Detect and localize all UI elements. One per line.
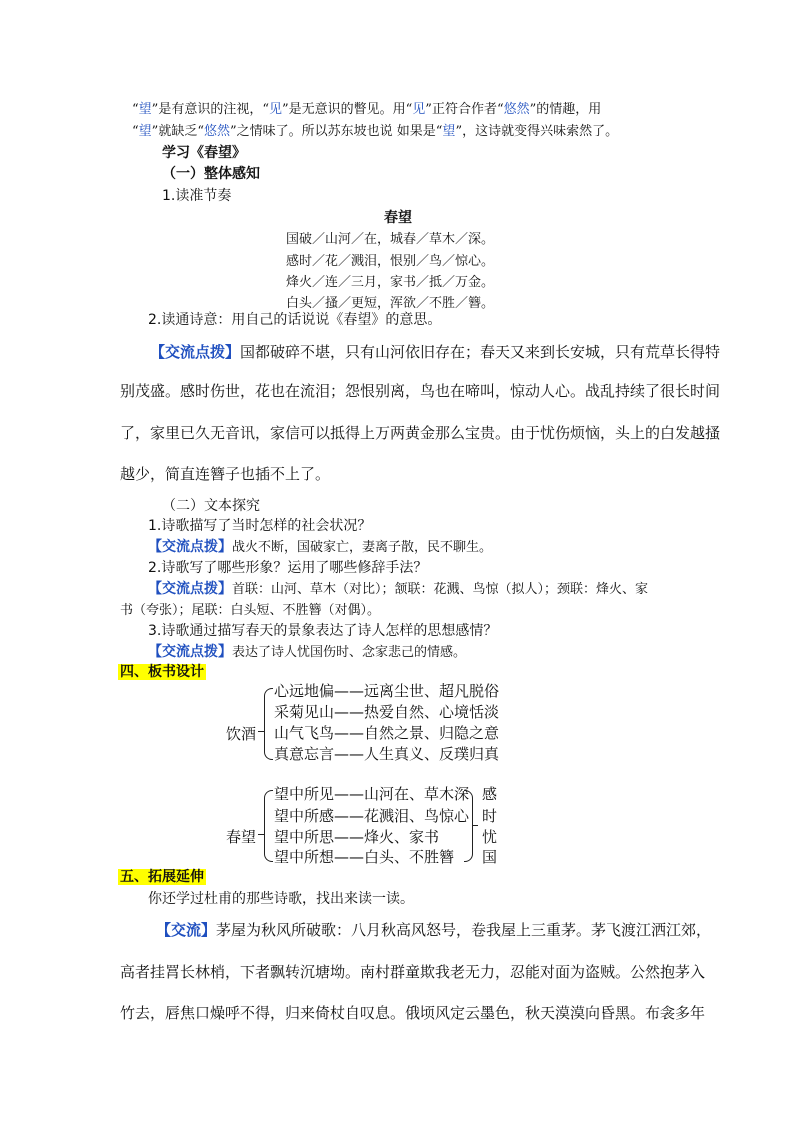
board-2-right-brace-nub (472, 825, 478, 826)
answer-2-line-2: 书（夸张）；尾联：白头短、不胜簪（对偶）。 (120, 603, 381, 618)
section-1-title: （一）整体感知 (162, 166, 260, 182)
section-2-title: （二）文本探究 (162, 498, 260, 514)
exchange-tag: 【交流点拨】 (150, 343, 241, 361)
intro-line-2: “望”就缺乏“悠然”之情味了。所以苏东坡也说 如果是“望”，这诗就变得兴味索然了。 (132, 124, 619, 139)
board-2-row: 望中所见——山河在、草木深 (274, 785, 470, 803)
board-2-right-char: 国 (482, 848, 498, 866)
board-2-row: 望中所想——白头、不胜簪 (274, 848, 455, 866)
poem-line: 感时／花／溅泪，恨别／鸟／惊心。 (286, 254, 495, 269)
board-2-right-char: 时 (482, 807, 498, 825)
answer-1: 【交流点拨】战火不断，国破家亡，妻离子散，民不聊生。 (148, 539, 493, 555)
answer-3: 【交流点拨】表达了诗人忧国伤时、念家悲己的情感。 (148, 644, 467, 660)
question-1: 1.诗歌描写了当时怎样的社会状况？ (148, 518, 372, 534)
item-2: 2.读通诗意：用自己的话说说《春望》的意思。 (148, 312, 442, 328)
board-2-brace (264, 790, 273, 862)
study-title: 学习《春望》 (162, 145, 246, 161)
extension-line-2: 高者挂罥长林梢，下者飘转沉塘坳。南村群童欺我老无力，忍能对面为盗贼。公然抱茅入 (120, 963, 706, 981)
question-2: 2.诗歌写了哪些形象？运用了哪些修辞手法？ (148, 560, 428, 576)
board-1-row: 山气飞鸟——自然之景、归隐之意 (274, 724, 500, 742)
extension-line-1: 【交流】茅屋为秋风所破歌：八月秋高风怒号，卷我屋上三重茅。茅飞渡江洒江郊， (156, 921, 712, 939)
translation-line-4: 越少，简直连簪子也插不上了。 (120, 465, 331, 483)
section-5-title: 五、拓展延伸 (120, 869, 204, 885)
board-1-row: 真意忘言——人生真义、反璞归真 (274, 745, 500, 763)
board-1-brace-nub (258, 731, 264, 732)
board-1-row: 心远地偏——远离尘世、超凡脱俗 (274, 682, 500, 700)
translation-line-2: 别茂盛。感时伤世，花也在流泪；怨恨别离，鸟也在啼叫，惊动人心。战乱持续了很长时间 (120, 382, 721, 400)
section-4-title: 四、板书设计 (120, 664, 204, 680)
translation-line-1: 【交流点拨】国都破碎不堪，只有山河依旧存在；春天又来到长安城，只有荒草长得特 (150, 343, 721, 361)
exchange-tag: 【交流】 (156, 921, 217, 939)
board-1-row: 采菊见山——热爱自然、心境恬淡 (274, 703, 500, 721)
poem-line: 白头／搔／更短，浑欲／不胜／簪。 (286, 296, 495, 311)
answer-2-line-1: 【交流点拨】首联：山河、草木（对比）；颔联：花溅、鸟惊（拟人）；颈联：烽火、家 (148, 581, 649, 597)
board-1-brace (264, 688, 273, 760)
translation-line-3: 了，家里已久无音讯，家信可以抵得上万两黄金那么宝贵。由于忧伤烦恼，头上的白发越搔 (120, 424, 721, 442)
board-2-label: 春望 (226, 828, 257, 846)
board-2-row: 望中所思——烽火、家书 (274, 828, 440, 846)
poem-line: 烽火／连／三月，家书／抵／万金。 (286, 275, 495, 290)
poem-line: 国破／山河／在，城春／草木／深。 (286, 232, 495, 247)
question-3: 3.诗歌通过描写春天的景象表达了诗人怎样的思想感情？ (148, 623, 498, 639)
item-1: 1.读准节奏 (162, 188, 232, 204)
intro-line-1: “望”是有意识的注视，“见”是无意识的瞥见。用“见”正符合作者“悠然”的情趣，用 (132, 102, 602, 117)
board-2-right-char: 感 (482, 785, 498, 803)
board-2-brace-nub (258, 834, 264, 835)
board-2-row: 望中所感——花溅泪、鸟惊心 (274, 807, 470, 825)
poem-title: 春望 (384, 210, 412, 226)
board-1-label: 饮酒 (226, 725, 257, 743)
extension-question: 你还学过杜甫的那些诗歌，找出来读一读。 (148, 891, 414, 907)
extension-line-3: 竹去，唇焦口燥呼不得，归来倚杖自叹息。俄顷风定云墨色，秋天漠漠向昏黑。布衾多年 (120, 1004, 706, 1022)
board-2-right-char: 忧 (482, 828, 498, 846)
